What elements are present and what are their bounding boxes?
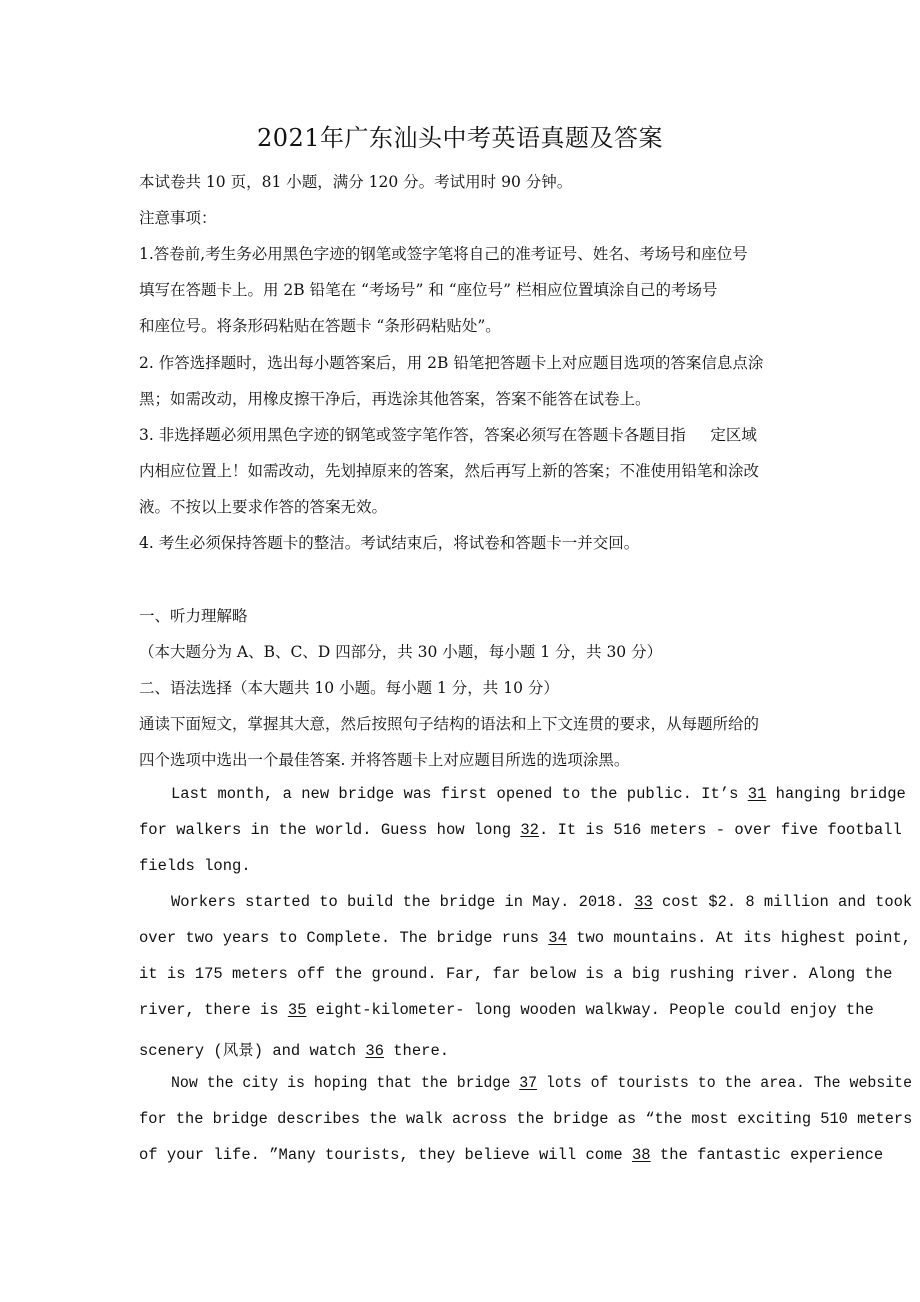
notice-line: 内相应位置上！如需改动，先划掉原来的答案，然后再写上新的答案；不准使用铅笔和涂改: [139, 462, 760, 480]
exam-intro: 本试卷共 10 页，81 小题，满分 120 分。考试用时 90 分钟。: [139, 173, 573, 191]
passage-text: eight-kilometer- long wooden walkway. People could enjoy the: [306, 1001, 874, 1019]
section-instructions: 通读下面短文，掌握其大意，然后按照句子结构的语法和上下文连贯的要求，从每题所给的: [139, 715, 760, 733]
notice-heading: 注意事项：: [139, 209, 217, 227]
blank-35: 35: [287, 1001, 307, 1019]
section-instructions: 四个选项中选出一个最佳答案. 并将答题卡上对应题目所选的选项涂黑。: [139, 751, 630, 769]
section-note-listening: （本大题分为 A、B、C、D 四部分，共 30 小题，每小题 1 分，共 30 分）: [139, 643, 663, 661]
passage-line: [139, 1146, 883, 1164]
passage-text: Last month, a new bridge was first opened to the public. It’s: [171, 785, 748, 803]
passage-line: [171, 785, 906, 803]
passage-line: [139, 1038, 449, 1060]
passage-text: the fantastic experience: [650, 1146, 884, 1164]
blank-34: 34: [548, 929, 567, 947]
blank-37: 37: [519, 1074, 538, 1092]
page-title: 2021年广东汕头中考英语真题及答案: [256, 124, 664, 152]
passage-text: Now the city is hoping that the bridge: [171, 1074, 520, 1092]
notice-line: 1.答卷前,考生务必用黑色字迹的钢笔或签字笔将自己的准考证号、姓名、考场号和座位号: [139, 245, 748, 263]
passage-line: for the bridge describes the walk across the bridge as “the most exciting 510 meters: [139, 1110, 913, 1128]
notice-line: 3. 非选择题必须用黑色字迹的钢笔或签字笔作答，答案必须写在答题卡各题目指 定区域: [139, 426, 757, 444]
passage-text: two mountains. At its highest point,: [566, 929, 912, 947]
passage-text: there.: [383, 1042, 450, 1060]
passage-text: over two years to Complete. The bridge runs: [139, 929, 549, 947]
passage-line: [139, 929, 911, 947]
passage-line: fields long.: [139, 857, 251, 875]
blank-36: 36: [365, 1042, 384, 1060]
passage-line: [171, 1074, 912, 1092]
passage-text: hanging bridge: [766, 785, 906, 803]
notice-line: 2. 作答选择题时，选出每小题答案后，用 2B 铅笔把答题卡上对应题目选项的答案信息点涂: [139, 354, 764, 372]
passage-text: . It is 516 meters - over five football: [538, 821, 902, 839]
notice-line: 液。不按以上要求作答的答案无效。: [139, 498, 388, 516]
passage-text: river, there is: [139, 1001, 288, 1019]
section-heading-listening: 一、听力理解略: [139, 607, 248, 625]
passage-line: [139, 1001, 874, 1019]
passage-line: [139, 821, 902, 839]
passage-text: for walkers in the world. Guess how long: [139, 821, 521, 839]
section-heading-grammar: 二、语法选择（本大题共 10 小题。每小题 1 分，共 10 分）: [139, 679, 559, 697]
passage-line: it is 175 meters off the ground. Far, far below is a big rushing river. Along the: [139, 965, 893, 983]
passage-text: cost $2. 8 million and took: [652, 893, 913, 911]
passage-line: [171, 893, 912, 911]
notice-line: 和座位号。将条形码粘贴在答题卡 “条形码粘贴处”。: [139, 317, 501, 335]
blank-38: 38: [631, 1146, 651, 1164]
passage-text: scenery (风景) and watch: [139, 1042, 366, 1060]
passage-text: lots of tourists to the area. The website: [537, 1074, 913, 1092]
notice-line: 黑；如需改动，用橡皮擦干净后，再选涂其他答案，答案不能答在试卷上。: [139, 390, 651, 408]
passage-text: Workers started to build the bridge in May. 2018.: [171, 893, 635, 911]
blank-33: 33: [634, 893, 653, 911]
blank-32: 32: [520, 821, 539, 839]
notice-line: 4. 考生必须保持答题卡的整洁。考试结束后，将试卷和答题卡一并交回。: [139, 534, 640, 552]
notice-line: 填写在答题卡上。用 2B 铅笔在 “考场号” 和 “座位号” 栏相应位置填涂自己的考场号: [139, 281, 718, 299]
passage-text: of your life. ”Many tourists, they believe will come: [139, 1146, 632, 1164]
blank-31: 31: [747, 785, 767, 803]
